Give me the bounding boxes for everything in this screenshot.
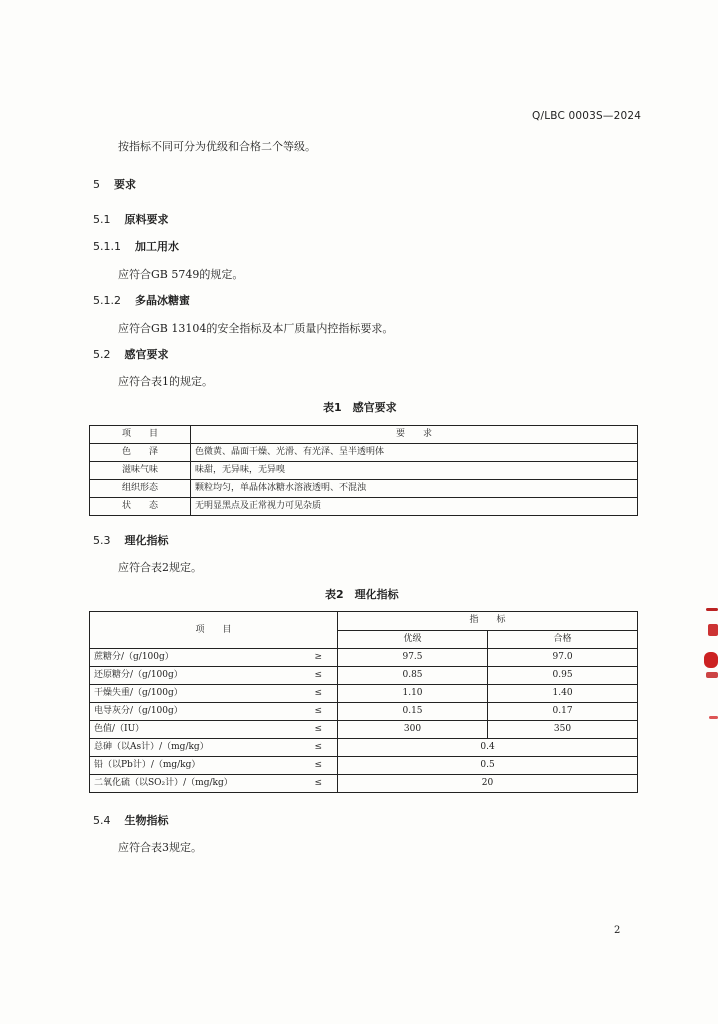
- cell-item: 铅（以Pb计）/（mg/kg）: [90, 757, 300, 775]
- section-5-1-2-heading: [93, 292, 190, 308]
- section-5-heading: [93, 176, 136, 192]
- cell-operator: ≤: [300, 775, 338, 793]
- cell-item: 色 泽: [90, 444, 191, 462]
- document-code: Q/LBC 0003S—2024: [532, 110, 642, 122]
- table-row: [90, 462, 638, 480]
- cell-item: 还原糖分/（g/100g）: [90, 667, 300, 685]
- cell-merged-value: 0.4: [338, 739, 638, 757]
- section-title: 理化指标: [124, 534, 169, 547]
- cell-item: 总砷（以As计）/（mg/kg）: [90, 739, 300, 757]
- cell-requirement: 味甜，无异味，无异嗅: [191, 462, 638, 480]
- cell-premium-value: 0.85: [338, 667, 488, 685]
- table-header-row: [90, 426, 638, 444]
- section-number: 5.1.1: [93, 240, 121, 253]
- cell-item: 色值/（IU）: [90, 721, 300, 739]
- header-cell-requirement: 要 求: [191, 426, 638, 444]
- cell-premium-value: 300: [338, 721, 488, 739]
- section-5-1-1-text: 应符合GB 5749的规定。: [118, 268, 244, 281]
- cell-operator: ≤: [300, 739, 338, 757]
- table-row: [90, 480, 638, 498]
- table-header-row: [90, 612, 638, 631]
- section-5-2-text: 应符合表1的规定。: [118, 375, 213, 388]
- table-row: [90, 739, 638, 757]
- cell-operator: ≤: [300, 685, 338, 703]
- cell-operator: ≤: [300, 757, 338, 775]
- cell-item: 电导灰分/（g/100g）: [90, 703, 300, 721]
- cell-premium-value: 97.5: [338, 649, 488, 667]
- cell-item: 二氧化硫（以SO₂计）/（mg/kg）: [90, 775, 300, 793]
- section-5-1-1-heading: [93, 238, 179, 254]
- section-5-4-text: 应符合表3规定。: [118, 841, 202, 854]
- table-row: [90, 685, 638, 703]
- section-title: 原料要求: [124, 213, 169, 226]
- section-title: 生物指标: [124, 814, 169, 827]
- section-5-3-text: 应符合表2规定。: [118, 561, 202, 574]
- cell-item: 状 态: [90, 498, 191, 516]
- cell-requirement: 颗粒均匀，单晶体冰糖水溶液透明、不混浊: [191, 480, 638, 498]
- section-title: 感官要求: [124, 348, 169, 361]
- table-row: [90, 498, 638, 516]
- cell-merged-value: 0.5: [338, 757, 638, 775]
- table1-caption: 表1 感官要求: [323, 401, 397, 414]
- cell-item: 干燥失重/（g/100g）: [90, 685, 300, 703]
- page-number: 2: [614, 925, 621, 936]
- section-5-2-heading: [93, 346, 169, 362]
- cell-item: 滋味气味: [90, 462, 191, 480]
- cell-operator: ≤: [300, 703, 338, 721]
- cell-item: 组织形态: [90, 480, 191, 498]
- table-row: [90, 444, 638, 462]
- header-cell-item: 项 目: [90, 612, 338, 649]
- section-title: 加工用水: [135, 240, 179, 253]
- header-cell-item: 项 目: [90, 426, 191, 444]
- section-5-1-2-text: 应符合GB 13104的安全指标及本厂质量内控指标要求。: [118, 322, 394, 335]
- cell-operator: ≤: [300, 721, 338, 739]
- table-row: [90, 667, 638, 685]
- table-row: [90, 649, 638, 667]
- section-number: 5.3: [93, 534, 111, 547]
- section-number: 5.1.2: [93, 294, 121, 307]
- section-number: 5.1: [93, 213, 111, 226]
- cell-item: 蔗糖分/（g/100g）: [90, 649, 300, 667]
- cell-qualified-value: 0.95: [488, 667, 638, 685]
- cell-operator: ≥: [300, 649, 338, 667]
- cell-qualified-value: 97.0: [488, 649, 638, 667]
- cell-requirement: 色微黄、晶面干燥、光滑、有光泽、呈半透明体: [191, 444, 638, 462]
- cell-premium-value: 1.10: [338, 685, 488, 703]
- header-cell-index: 指 标: [338, 612, 638, 631]
- cell-merged-value: 20: [338, 775, 638, 793]
- cell-qualified-value: 350: [488, 721, 638, 739]
- header-cell-grade-qualified: 合格: [488, 630, 638, 649]
- section-5-3-heading: [93, 532, 169, 548]
- cell-qualified-value: 0.17: [488, 703, 638, 721]
- intro-paragraph: 按指标不同可分为优级和合格二个等级。: [118, 140, 316, 153]
- table1-sensory-requirements: [89, 425, 638, 516]
- section-number: 5: [93, 178, 100, 191]
- section-number: 5.2: [93, 348, 111, 361]
- table-row: [90, 757, 638, 775]
- table2-caption: 表2 理化指标: [325, 588, 399, 601]
- section-5-4-heading: [93, 812, 169, 828]
- section-number: 5.4: [93, 814, 111, 827]
- section-title: 多晶冰糖蜜: [135, 294, 190, 307]
- cell-operator: ≤: [300, 667, 338, 685]
- cell-premium-value: 0.15: [338, 703, 488, 721]
- table-row: [90, 721, 638, 739]
- header-cell-grade-premium: 优级: [338, 630, 488, 649]
- table-row: [90, 703, 638, 721]
- table2-physicochemical-indicators: [89, 611, 638, 793]
- table-row: [90, 775, 638, 793]
- section-title: 要求: [114, 178, 136, 191]
- cell-requirement: 无明显黑点及正常视力可见杂质: [191, 498, 638, 516]
- section-5-1-heading: [93, 211, 169, 227]
- cell-qualified-value: 1.40: [488, 685, 638, 703]
- seal-stamp-fragment: [700, 590, 718, 730]
